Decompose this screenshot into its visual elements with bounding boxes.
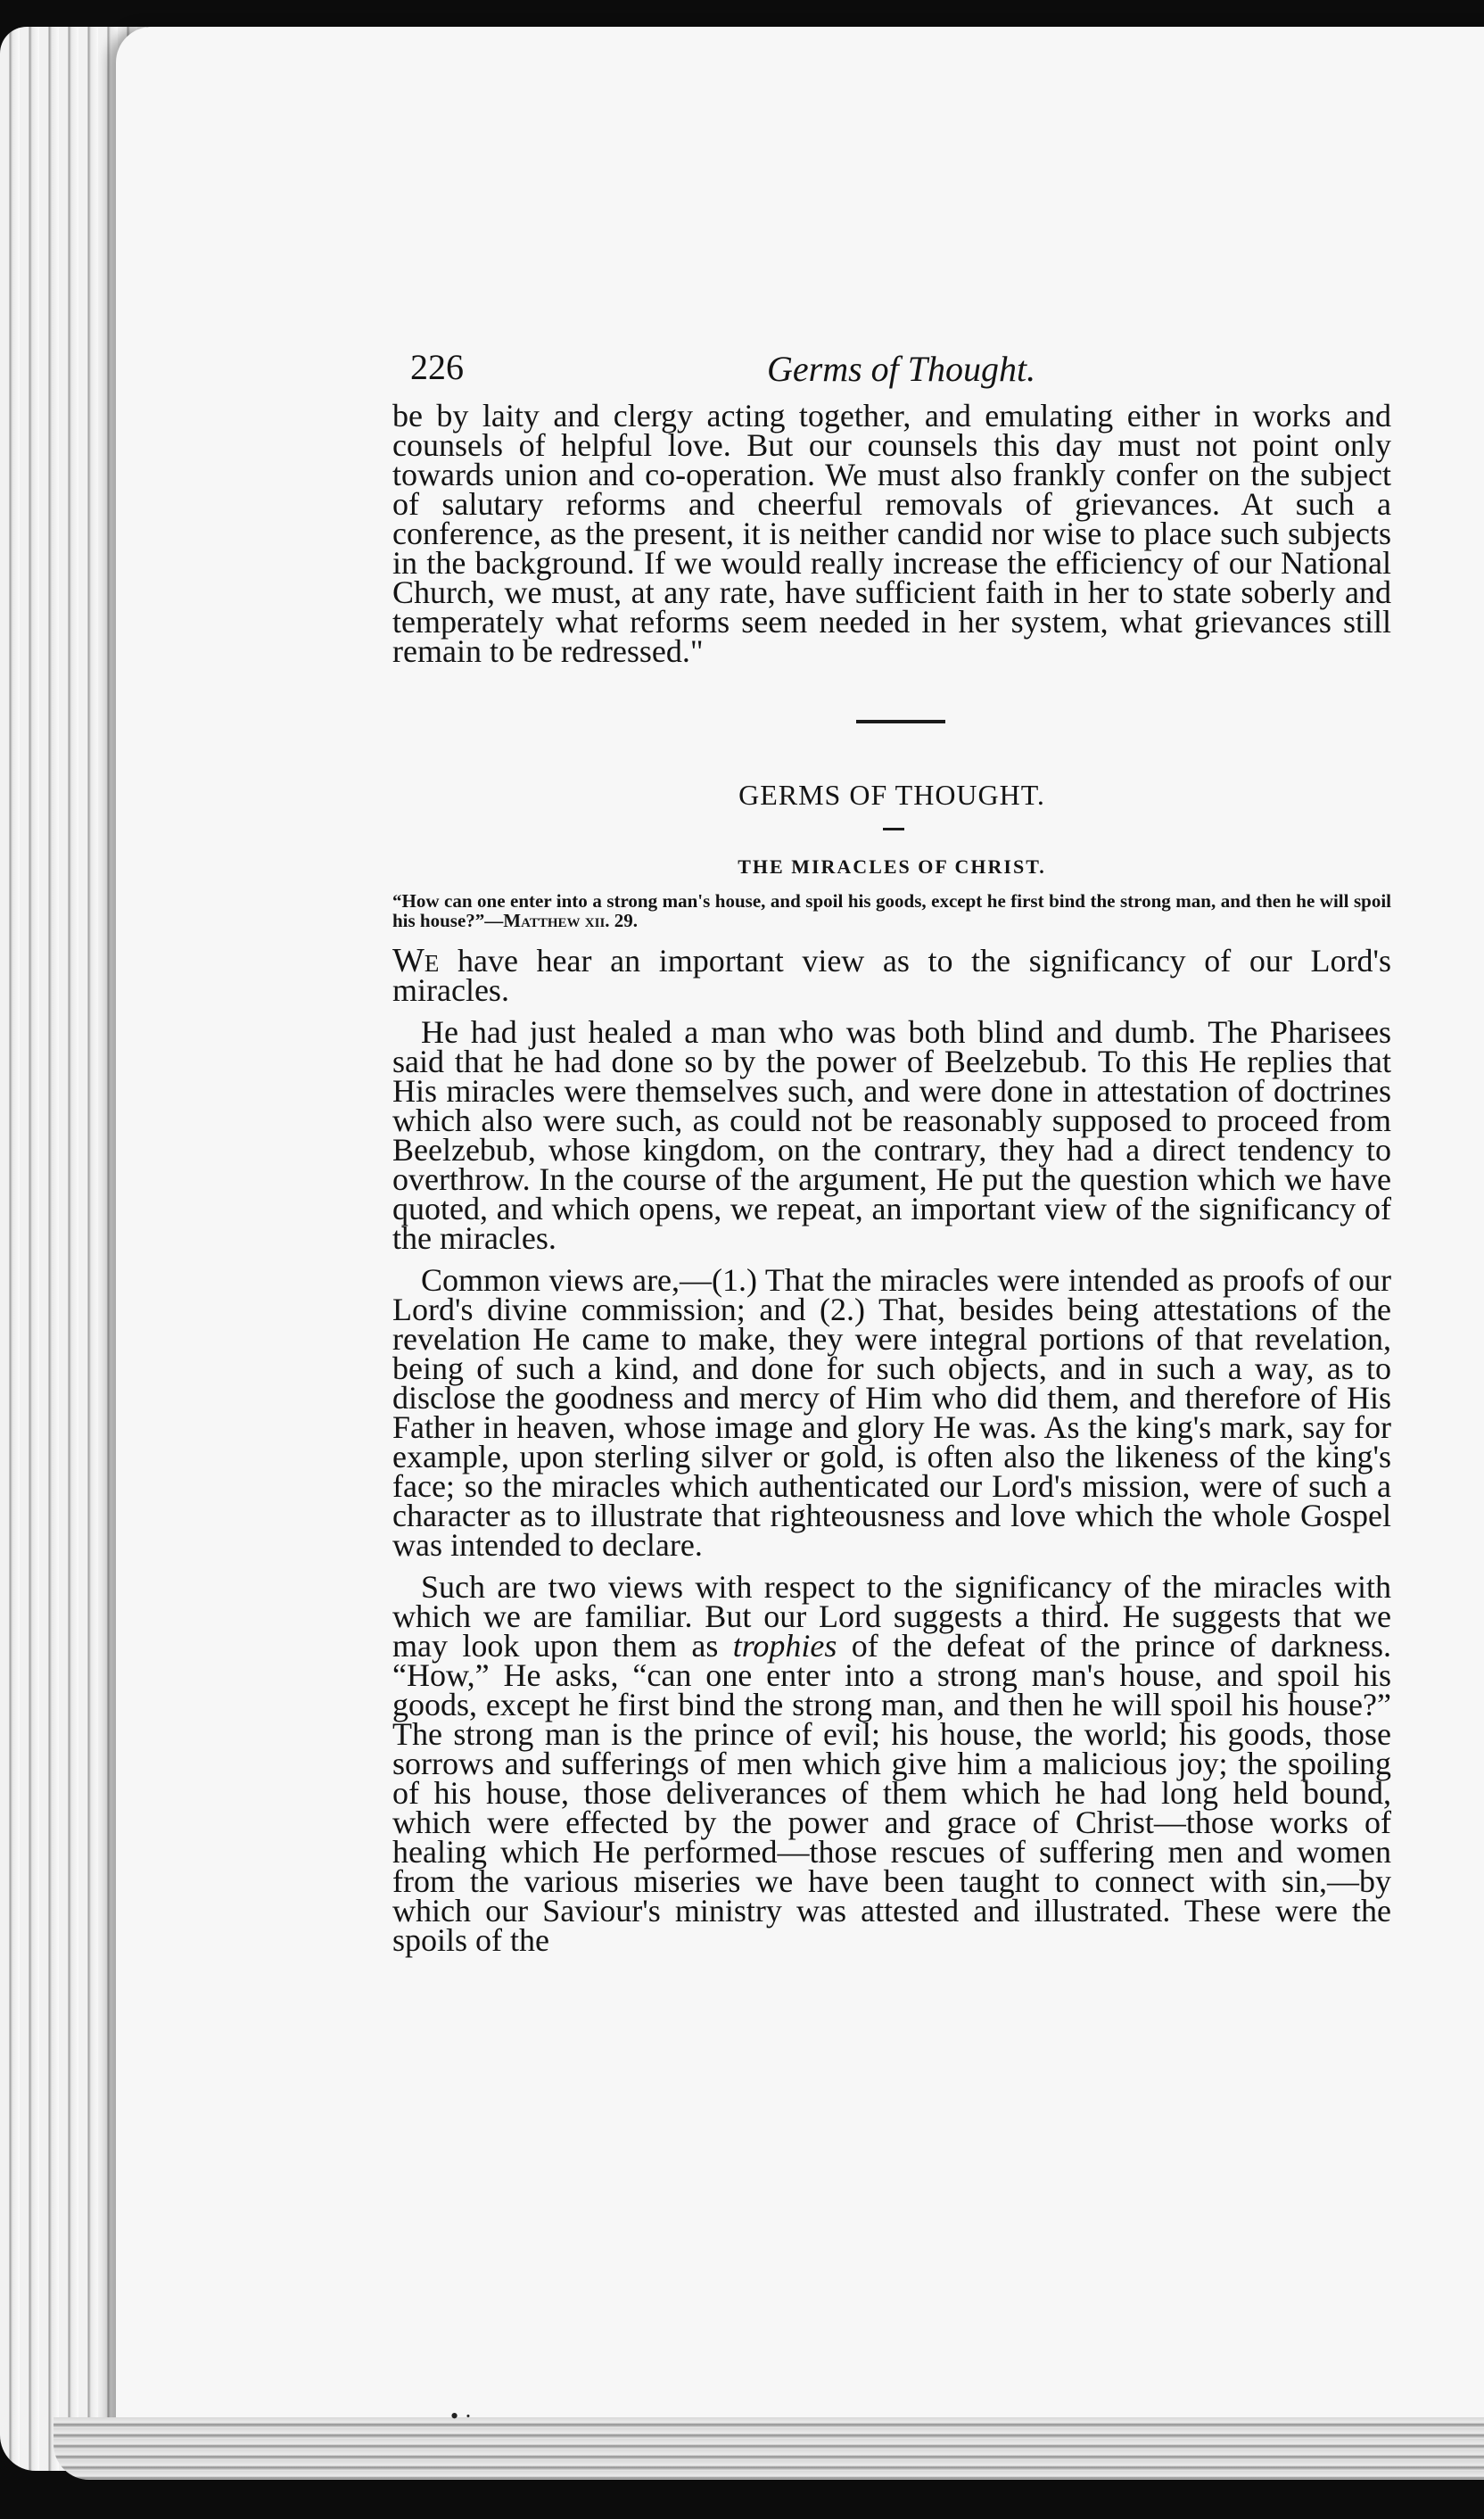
paragraph-1 — [392, 942, 1391, 1008]
paragraph-initial: We — [392, 942, 440, 979]
page-content — [392, 339, 1392, 1958]
paragraph-4-emphasis: trophies — [732, 1628, 837, 1664]
paragraph-4 — [392, 1569, 1392, 1958]
epigraph — [392, 891, 1391, 930]
page-number: 226 — [410, 347, 464, 387]
section-divider — [856, 720, 945, 723]
running-head — [392, 339, 1391, 401]
subsection-title: THE MIRACLES OF CHRIST. — [738, 855, 1046, 878]
page-speck: • · — [450, 2403, 473, 2429]
paragraph-1-text: have hear an important view as to the significancy of our Lord's miracles. — [392, 943, 1391, 1008]
continuation-paragraph: be by laity and clergy acting together, and emulating either in works and counsels of helpful love. But our counsels this day must not point only towards union and co-operation. We must also frankly confer on the subject of salutary reforms and cheerful removals of grievances. At such a conference, as the present, it is neither candid nor wise to place such subjects in the background. If we would really increase the efficiency of our National Church, we must, at any rate, have sufficient faith in her to state soberly and temperately what reforms seem needed in her system, what grievances still remain to be redressed." — [392, 398, 1391, 669]
paragraph-4-text-a: Such are two views with respect to the significancy of the miracles with which we are familiar. But our Lord suggests a third. He suggests that we may look upon them as — [392, 1569, 1391, 1664]
epigraph-text: “How can one enter into a strong man's house, and spoil his goods, except he first bind the strong man, and then he will spoil his house?”— — [392, 890, 1391, 931]
page-stack-bottom — [54, 2417, 1484, 2480]
running-title: Germs of Thought. — [767, 349, 1036, 389]
title-divider — [883, 828, 904, 830]
paragraph-3: Common views are,—(1.) That the miracles were intended as proofs of our Lord's divine commission; and (2.) That, besides being attestations of the revelation He came to make, they were integral portions of that revelation, being of such a kind, and done for such objects, and in such a way, as to disclose the goodness and mercy of Him who did them, and therefore of His Father in heaven, whose image and glory He was. As the king's mark, say for example, upon sterling silver or gold, is often also the likeness of the king's face; so the miracles which authenticated our Lord's mission, were of such a character as to illustrate that righteousness and love which the whole Gospel was intended to declare. — [392, 1262, 1391, 1563]
section-title: GERMS OF THOUGHT. — [738, 779, 1045, 811]
epigraph-reference: Matthew xii. 29. — [503, 910, 639, 931]
paragraph-4-text-b: of the defeat of the prince of darkness. “How,” He asks, “can one enter into a strong man's house, and spoil his goods, except he first bind the strong man, and then he will spoil his house?” The strong man is the prince of evil; his house, the world; his goods, those sorrows and sufferings of men which give him a malicious joy; the spoiling of his house, those deliverances of them which he had long held bound, which were effected by the power and grace of Christ—those works of healing which He performed—those rescues of suffering men and women from the various miseries we have been taught to connect with sin,—by which our Saviour's ministry was attested and illustrated. These were the spoils of the — [392, 1628, 1392, 1958]
paragraph-2: He had just healed a man who was both blind and dumb. The Pharisees said that he had done so by the power of Beelzebub. To this He replies that His miracles were themselves such, and were done in attestation of doctrines which also were such, as could not be reasonably supposed to proceed from Beelzebub, whose kingdom, on the contrary, they had a direct tendency to overthrow. In the course of the argument, He put the question which we have quoted, and which opens, we repeat, an important view of the significancy of the miracles. — [392, 1014, 1391, 1256]
